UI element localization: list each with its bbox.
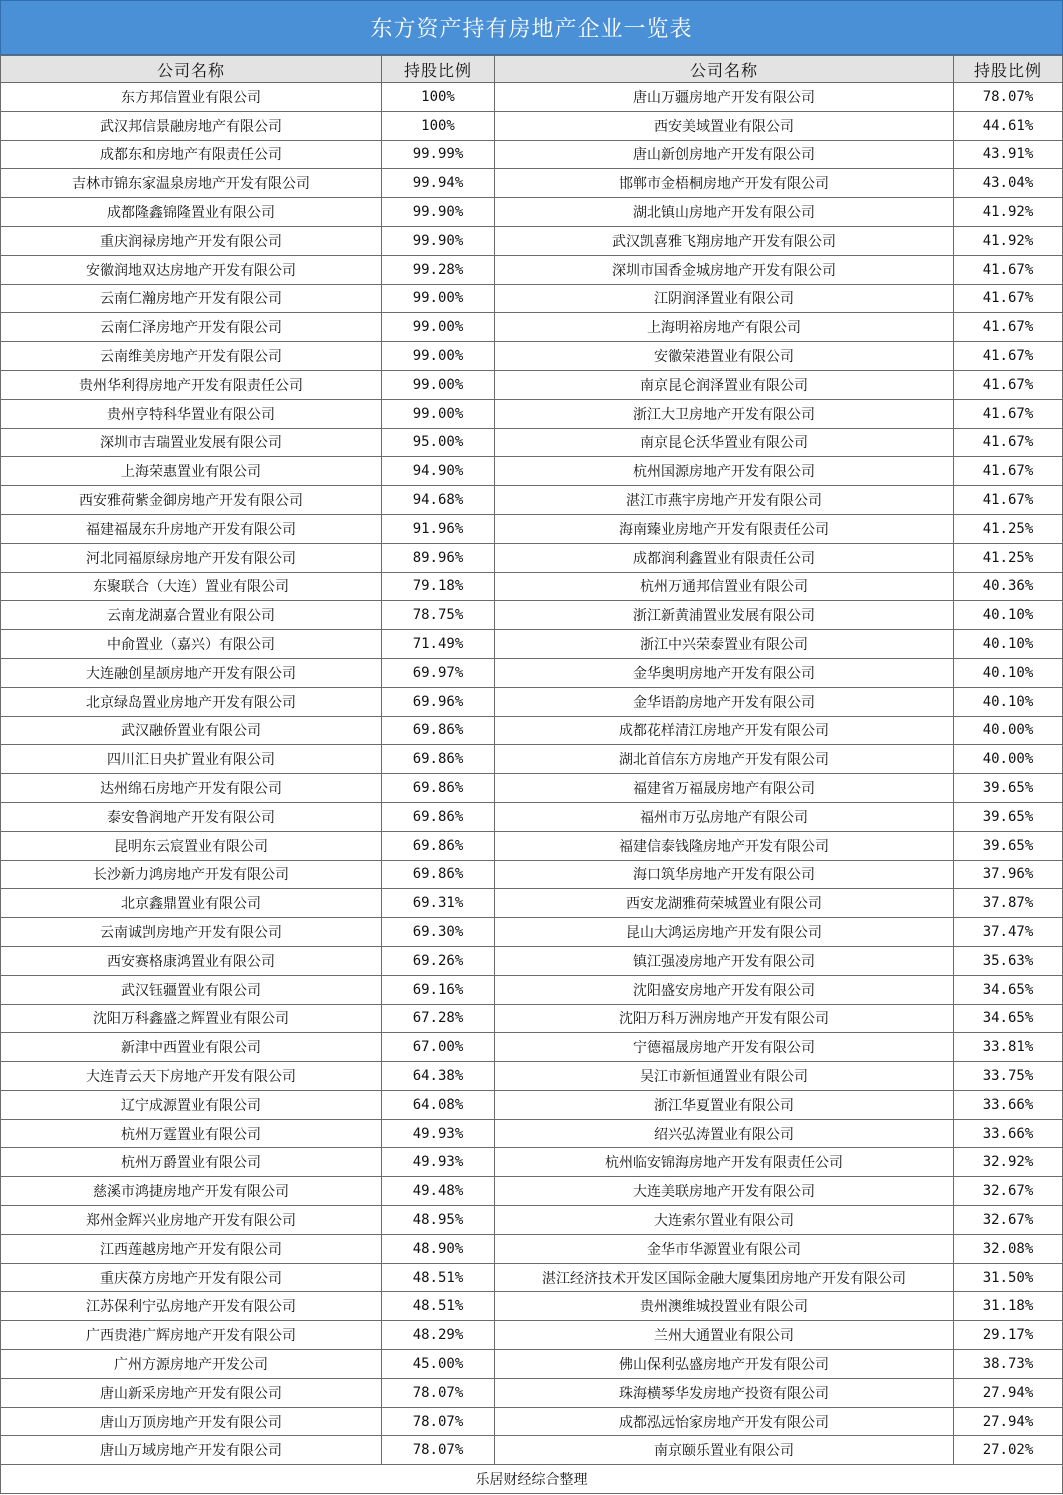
company-name-left: 中俞置业（嘉兴）有限公司 <box>1 630 382 659</box>
company-name-right: 南京昆仑润泽置业有限公司 <box>495 370 954 399</box>
share-ratio-right: 33.75% <box>954 1062 1063 1091</box>
share-ratio-left: 69.97% <box>382 658 495 687</box>
company-name-right: 海口筑华房地产开发有限公司 <box>495 860 954 889</box>
share-ratio-left: 99.00% <box>382 284 495 313</box>
table-row <box>1 313 1063 342</box>
share-ratio-right: 34.65% <box>954 975 1063 1004</box>
share-ratio-left: 94.90% <box>382 457 495 486</box>
share-ratio-right: 41.67% <box>954 313 1063 342</box>
share-ratio-left: 99.00% <box>382 342 495 371</box>
company-name-left: 贵州华利得房地产开发有限责任公司 <box>1 370 382 399</box>
share-ratio-right: 37.47% <box>954 918 1063 947</box>
company-name-right: 唐山新创房地产开发有限公司 <box>495 140 954 169</box>
table-row <box>1 802 1063 831</box>
share-ratio-left: 69.86% <box>382 860 495 889</box>
company-name-left: 东聚联合（大连）置业有限公司 <box>1 572 382 601</box>
company-name-right: 西安美域置业有限公司 <box>495 111 954 140</box>
company-name-right: 沈阳盛安房地产开发有限公司 <box>495 975 954 1004</box>
company-name-right: 佛山保利弘盛房地产开发有限公司 <box>495 1350 954 1379</box>
table-row <box>1 1263 1063 1292</box>
company-name-left: 安徽润地双达房地产开发有限公司 <box>1 255 382 284</box>
company-name-right: 湖北首信东方房地产开发有限公司 <box>495 745 954 774</box>
share-ratio-left: 99.90% <box>382 226 495 255</box>
table-row <box>1 687 1063 716</box>
share-ratio-left: 99.94% <box>382 169 495 198</box>
share-ratio-left: 69.30% <box>382 918 495 947</box>
company-name-left: 云南维美房地产开发有限公司 <box>1 342 382 371</box>
share-ratio-right: 44.61% <box>954 111 1063 140</box>
table-row <box>1 601 1063 630</box>
header-share-right: 持股比例 <box>954 56 1063 83</box>
table-row <box>1 1234 1063 1263</box>
share-ratio-left: 69.86% <box>382 774 495 803</box>
company-name-right: 江阴润泽置业有限公司 <box>495 284 954 313</box>
company-name-left: 大连融创星颉房地产开发有限公司 <box>1 658 382 687</box>
company-name-right: 成都泓远怡家房地产开发有限公司 <box>495 1407 954 1436</box>
company-name-right: 浙江华夏置业有限公司 <box>495 1090 954 1119</box>
share-ratio-left: 48.95% <box>382 1206 495 1235</box>
company-name-left: 成都东和房地产有限责任公司 <box>1 140 382 169</box>
share-ratio-right: 41.25% <box>954 543 1063 572</box>
table-row <box>1 630 1063 659</box>
share-ratio-right: 27.02% <box>954 1436 1063 1465</box>
company-name-right: 湛江市燕宇房地产开发有限公司 <box>495 486 954 515</box>
company-name-left: 东方邦信置业有限公司 <box>1 83 382 112</box>
share-ratio-left: 95.00% <box>382 428 495 457</box>
company-name-left: 北京绿岛置业房地产开发有限公司 <box>1 687 382 716</box>
company-name-right: 西安龙湖雅荷荣城置业有限公司 <box>495 889 954 918</box>
share-ratio-right: 40.10% <box>954 658 1063 687</box>
table-row <box>1 572 1063 601</box>
company-name-left: 江苏保利宁弘房地产开发有限公司 <box>1 1292 382 1321</box>
share-ratio-right: 40.10% <box>954 630 1063 659</box>
company-name-right: 湛江经济技术开发区国际金融大厦集团房地产开发有限公司 <box>495 1263 954 1292</box>
share-ratio-right: 32.08% <box>954 1234 1063 1263</box>
share-ratio-left: 100% <box>382 83 495 112</box>
share-ratio-left: 69.26% <box>382 946 495 975</box>
share-ratio-right: 41.67% <box>954 457 1063 486</box>
company-name-left: 慈溪市鸿捷房地产开发有限公司 <box>1 1177 382 1206</box>
company-name-right: 深圳市国香金城房地产开发有限公司 <box>495 255 954 284</box>
company-name-left: 云南诚剀房地产开发有限公司 <box>1 918 382 947</box>
company-name-right: 成都花样清江房地产开发有限公司 <box>495 716 954 745</box>
company-name-right: 福建省万福晟房地产有限公司 <box>495 774 954 803</box>
company-name-left: 河北同福原绿房地产开发有限公司 <box>1 543 382 572</box>
share-ratio-right: 41.67% <box>954 342 1063 371</box>
share-ratio-left: 89.96% <box>382 543 495 572</box>
share-ratio-left: 69.86% <box>382 716 495 745</box>
company-name-right: 吴江市新恒通置业有限公司 <box>495 1062 954 1091</box>
share-ratio-left: 67.28% <box>382 1004 495 1033</box>
company-name-left: 沈阳万科鑫盛之辉置业有限公司 <box>1 1004 382 1033</box>
company-name-left: 辽宁成源置业有限公司 <box>1 1090 382 1119</box>
share-ratio-left: 49.93% <box>382 1148 495 1177</box>
company-name-right: 邯郸市金梧桐房地产开发有限公司 <box>495 169 954 198</box>
share-ratio-right: 29.17% <box>954 1321 1063 1350</box>
company-name-left: 广州方源房地产开发公司 <box>1 1350 382 1379</box>
table-row <box>1 860 1063 889</box>
share-ratio-left: 78.07% <box>382 1378 495 1407</box>
share-ratio-left: 79.18% <box>382 572 495 601</box>
company-name-right: 昆山大鸿运房地产开发有限公司 <box>495 918 954 947</box>
share-ratio-left: 69.86% <box>382 831 495 860</box>
share-ratio-left: 99.28% <box>382 255 495 284</box>
share-ratio-right: 41.67% <box>954 370 1063 399</box>
table-row <box>1 1350 1063 1379</box>
company-name-right: 绍兴弘涛置业有限公司 <box>495 1119 954 1148</box>
table-row <box>1 975 1063 1004</box>
company-name-left: 福建福晟东升房地产开发有限公司 <box>1 514 382 543</box>
share-ratio-right: 41.67% <box>954 486 1063 515</box>
share-ratio-left: 99.00% <box>382 370 495 399</box>
share-ratio-right: 33.81% <box>954 1033 1063 1062</box>
company-name-right: 湖北镇山房地产开发有限公司 <box>495 198 954 227</box>
share-ratio-right: 40.10% <box>954 687 1063 716</box>
company-name-right: 浙江中兴荣泰置业有限公司 <box>495 630 954 659</box>
company-name-left: 北京鑫鼎置业有限公司 <box>1 889 382 918</box>
company-name-right: 杭州国源房地产开发有限公司 <box>495 457 954 486</box>
share-ratio-right: 41.92% <box>954 226 1063 255</box>
table-row <box>1 1062 1063 1091</box>
table-row <box>1 486 1063 515</box>
company-name-right: 兰州大通置业有限公司 <box>495 1321 954 1350</box>
company-name-left: 西安赛格康鸿置业有限公司 <box>1 946 382 975</box>
share-ratio-right: 35.63% <box>954 946 1063 975</box>
company-name-left: 大连青云天下房地产开发有限公司 <box>1 1062 382 1091</box>
share-ratio-right: 38.73% <box>954 1350 1063 1379</box>
company-name-left: 广西贵港广辉房地产开发有限公司 <box>1 1321 382 1350</box>
table-row <box>1 918 1063 947</box>
share-ratio-left: 69.16% <box>382 975 495 1004</box>
company-name-left: 重庆润禄房地产开发有限公司 <box>1 226 382 255</box>
company-name-left: 深圳市吉瑞置业发展有限公司 <box>1 428 382 457</box>
company-name-left: 唐山万域房地产开发有限公司 <box>1 1436 382 1465</box>
company-name-right: 福建信泰钱隆房地产开发有限公司 <box>495 831 954 860</box>
share-ratio-right: 40.36% <box>954 572 1063 601</box>
share-ratio-right: 78.07% <box>954 83 1063 112</box>
table-row <box>1 226 1063 255</box>
company-name-left: 唐山万顶房地产开发有限公司 <box>1 1407 382 1436</box>
company-name-left: 江西莲越房地产开发有限公司 <box>1 1234 382 1263</box>
table-row <box>1 370 1063 399</box>
share-ratio-right: 33.66% <box>954 1119 1063 1148</box>
table-row <box>1 342 1063 371</box>
share-ratio-left: 99.00% <box>382 399 495 428</box>
share-ratio-left: 48.51% <box>382 1263 495 1292</box>
share-ratio-right: 40.00% <box>954 745 1063 774</box>
share-ratio-right: 37.96% <box>954 860 1063 889</box>
share-ratio-left: 45.00% <box>382 1350 495 1379</box>
header-share-left: 持股比例 <box>382 56 495 83</box>
company-name-right: 南京颐乐置业有限公司 <box>495 1436 954 1465</box>
share-ratio-left: 69.96% <box>382 687 495 716</box>
company-name-left: 上海荣惠置业有限公司 <box>1 457 382 486</box>
table-row <box>1 774 1063 803</box>
table-row <box>1 111 1063 140</box>
header-company-right: 公司名称 <box>495 56 954 83</box>
table-row <box>1 946 1063 975</box>
company-name-left: 武汉邦信景融房地产有限公司 <box>1 111 382 140</box>
company-name-left: 达州绵石房地产开发有限公司 <box>1 774 382 803</box>
holdings-table <box>0 55 1063 1465</box>
source-footer: 乐居财经综合整理 <box>0 1465 1063 1494</box>
share-ratio-right: 39.65% <box>954 831 1063 860</box>
table-row <box>1 1378 1063 1407</box>
company-name-right: 唐山万疆房地产开发有限公司 <box>495 83 954 112</box>
share-ratio-left: 69.86% <box>382 802 495 831</box>
table-row <box>1 1321 1063 1350</box>
share-ratio-right: 39.65% <box>954 802 1063 831</box>
share-ratio-right: 37.87% <box>954 889 1063 918</box>
table-row <box>1 1407 1063 1436</box>
header-row <box>1 56 1063 83</box>
share-ratio-right: 41.67% <box>954 399 1063 428</box>
share-ratio-left: 69.31% <box>382 889 495 918</box>
table-row <box>1 716 1063 745</box>
share-ratio-left: 99.90% <box>382 198 495 227</box>
company-name-left: 武汉融侨置业有限公司 <box>1 716 382 745</box>
table-row <box>1 543 1063 572</box>
table-row <box>1 1436 1063 1465</box>
table-row <box>1 140 1063 169</box>
share-ratio-right: 41.25% <box>954 514 1063 543</box>
share-ratio-left: 49.48% <box>382 1177 495 1206</box>
share-ratio-right: 33.66% <box>954 1090 1063 1119</box>
company-name-left: 新津中西置业有限公司 <box>1 1033 382 1062</box>
table-row <box>1 1119 1063 1148</box>
company-name-right: 金华市华源置业有限公司 <box>495 1234 954 1263</box>
company-name-left: 四川汇日央扩置业有限公司 <box>1 745 382 774</box>
share-ratio-right: 32.92% <box>954 1148 1063 1177</box>
share-ratio-left: 78.07% <box>382 1436 495 1465</box>
table-row <box>1 169 1063 198</box>
company-name-right: 南京昆仑沃华置业有限公司 <box>495 428 954 457</box>
table-row <box>1 745 1063 774</box>
share-ratio-left: 78.75% <box>382 601 495 630</box>
company-name-left: 重庆葆方房地产开发有限公司 <box>1 1263 382 1292</box>
company-name-right: 大连索尔置业有限公司 <box>495 1206 954 1235</box>
share-ratio-right: 41.67% <box>954 284 1063 313</box>
share-ratio-right: 41.67% <box>954 428 1063 457</box>
table-row <box>1 889 1063 918</box>
table-row <box>1 284 1063 313</box>
company-name-right: 珠海横琴华发房地产投资有限公司 <box>495 1378 954 1407</box>
company-name-left: 云南龙湖嘉合置业有限公司 <box>1 601 382 630</box>
table-row <box>1 831 1063 860</box>
company-name-left: 吉林市锦东家温泉房地产开发有限公司 <box>1 169 382 198</box>
company-name-right: 上海明裕房地产有限公司 <box>495 313 954 342</box>
share-ratio-left: 94.68% <box>382 486 495 515</box>
company-name-right: 贵州澳维城投置业有限公司 <box>495 1292 954 1321</box>
company-name-right: 福州市万弘房地产有限公司 <box>495 802 954 831</box>
company-name-left: 昆明东云宸置业有限公司 <box>1 831 382 860</box>
company-name-right: 金华奥明房地产开发有限公司 <box>495 658 954 687</box>
table-row <box>1 457 1063 486</box>
table-row <box>1 1090 1063 1119</box>
company-name-left: 泰安鲁润地产开发有限公司 <box>1 802 382 831</box>
share-ratio-left: 99.99% <box>382 140 495 169</box>
share-ratio-right: 41.92% <box>954 198 1063 227</box>
share-ratio-left: 71.49% <box>382 630 495 659</box>
share-ratio-left: 69.86% <box>382 745 495 774</box>
table-row <box>1 658 1063 687</box>
company-name-right: 海南臻业房地产开发有限责任公司 <box>495 514 954 543</box>
company-name-left: 杭州万霆置业有限公司 <box>1 1119 382 1148</box>
company-name-right: 大连美联房地产开发有限公司 <box>495 1177 954 1206</box>
table-row <box>1 1033 1063 1062</box>
share-ratio-left: 78.07% <box>382 1407 495 1436</box>
company-name-left: 杭州万爵置业有限公司 <box>1 1148 382 1177</box>
share-ratio-left: 91.96% <box>382 514 495 543</box>
company-name-left: 郑州金辉兴业房地产开发有限公司 <box>1 1206 382 1235</box>
company-name-left: 唐山新采房地产开发有限公司 <box>1 1378 382 1407</box>
table-row <box>1 255 1063 284</box>
share-ratio-right: 34.65% <box>954 1004 1063 1033</box>
share-ratio-right: 27.94% <box>954 1407 1063 1436</box>
share-ratio-left: 64.08% <box>382 1090 495 1119</box>
share-ratio-right: 40.00% <box>954 716 1063 745</box>
company-name-left: 长沙新力鸿房地产开发有限公司 <box>1 860 382 889</box>
table-row <box>1 1004 1063 1033</box>
company-name-right: 宁德福晟房地产开发有限公司 <box>495 1033 954 1062</box>
company-name-left: 云南仁瀚房地产开发有限公司 <box>1 284 382 313</box>
company-name-left: 西安雅荷紫金御房地产开发有限公司 <box>1 486 382 515</box>
company-name-right: 杭州万通邦信置业有限公司 <box>495 572 954 601</box>
table-row <box>1 83 1063 112</box>
table-body <box>1 83 1063 1465</box>
share-ratio-left: 49.93% <box>382 1119 495 1148</box>
table-row <box>1 1148 1063 1177</box>
share-ratio-right: 32.67% <box>954 1206 1063 1235</box>
company-name-right: 武汉凯喜雅飞翔房地产开发有限公司 <box>495 226 954 255</box>
share-ratio-right: 31.18% <box>954 1292 1063 1321</box>
company-name-left: 贵州亨特科华置业有限公司 <box>1 399 382 428</box>
share-ratio-right: 32.67% <box>954 1177 1063 1206</box>
table-row <box>1 1206 1063 1235</box>
share-ratio-right: 40.10% <box>954 601 1063 630</box>
company-name-right: 浙江大卫房地产开发有限公司 <box>495 399 954 428</box>
header-company-left: 公司名称 <box>1 56 382 83</box>
table-title: 东方资产持有房地产企业一览表 <box>0 0 1063 55</box>
company-name-right: 安徽荣港置业有限公司 <box>495 342 954 371</box>
share-ratio-left: 67.00% <box>382 1033 495 1062</box>
company-name-left: 武汉钰疆置业有限公司 <box>1 975 382 1004</box>
company-name-left: 云南仁泽房地产开发有限公司 <box>1 313 382 342</box>
table-row <box>1 1177 1063 1206</box>
share-ratio-right: 43.04% <box>954 169 1063 198</box>
company-name-right: 金华语韵房地产开发有限公司 <box>495 687 954 716</box>
table-row <box>1 514 1063 543</box>
company-name-right: 浙江新黄浦置业发展有限公司 <box>495 601 954 630</box>
share-ratio-right: 31.50% <box>954 1263 1063 1292</box>
share-ratio-left: 48.29% <box>382 1321 495 1350</box>
table-row <box>1 399 1063 428</box>
share-ratio-right: 27.94% <box>954 1378 1063 1407</box>
share-ratio-right: 43.91% <box>954 140 1063 169</box>
share-ratio-right: 39.65% <box>954 774 1063 803</box>
table-row <box>1 428 1063 457</box>
share-ratio-right: 41.67% <box>954 255 1063 284</box>
company-name-right: 镇江强凌房地产开发有限公司 <box>495 946 954 975</box>
share-ratio-left: 48.51% <box>382 1292 495 1321</box>
company-name-right: 沈阳万科万洲房地产开发有限公司 <box>495 1004 954 1033</box>
share-ratio-left: 64.38% <box>382 1062 495 1091</box>
share-ratio-left: 100% <box>382 111 495 140</box>
company-name-left: 成都隆鑫锦隆置业有限公司 <box>1 198 382 227</box>
share-ratio-left: 48.90% <box>382 1234 495 1263</box>
share-ratio-left: 99.00% <box>382 313 495 342</box>
company-name-right: 成都润利鑫置业有限责任公司 <box>495 543 954 572</box>
table-row <box>1 1292 1063 1321</box>
table-row <box>1 198 1063 227</box>
company-name-right: 杭州临安锦海房地产开发有限责任公司 <box>495 1148 954 1177</box>
